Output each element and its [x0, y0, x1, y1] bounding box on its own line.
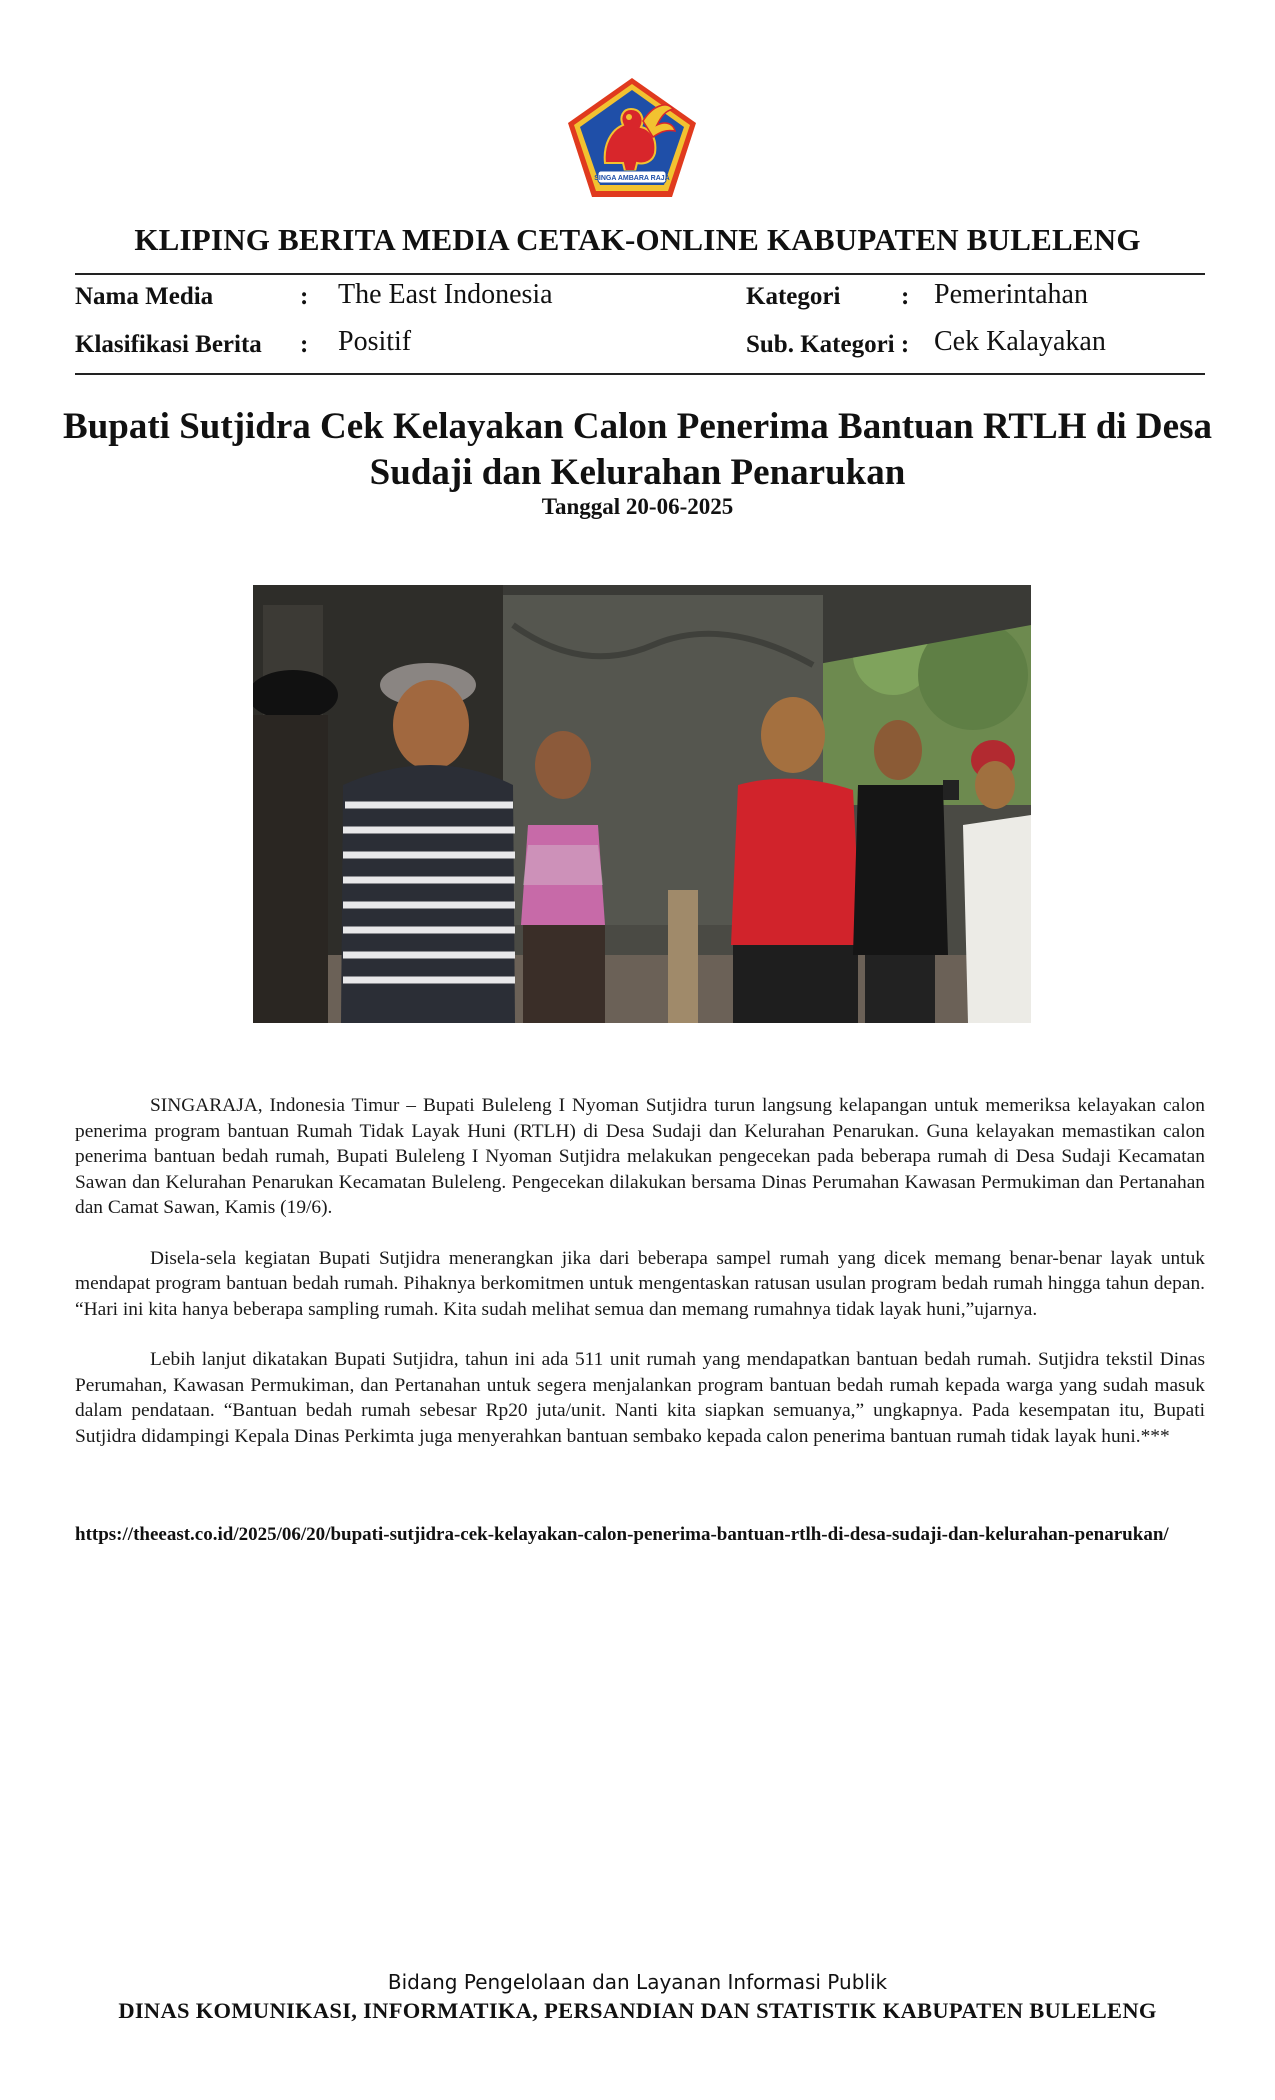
kategori-label: Kategori — [746, 283, 841, 310]
source-url-link[interactable]: https://theeast.co.id/2025/06/20/bupati-sutjidra-cek-kelayakan-calon-penerima-bantuan-rtlh-di-desa-sudaji-dan-kelurahan-penarukan/ — [75, 1524, 1169, 1545]
article-headline: Bupati Sutjidra Cek Kelayakan Calon Penerima Bantuan RTLH di Desa Sudaji dan Kelurahan Penarukan — [63, 406, 1212, 493]
article-paragraph: Lebih lanjut dikatakan Bupati Sutjidra, tahun ini ada 511 unit rumah yang mendapatkan bantuan bedah rumah. Sutjidra tekstil Dinas Perumahan, Kawasan Permukiman, dan Pertanahan untuk segera menjalankan program bantuan bedah rumah kepada warga yang sudah masuk dalam pendataan. “Bantuan bedah rumah sebesar Rp20 juta/unit. Nanti kita siapkan semuanya,” ungkapnya. Pada kesempatan itu, Bupati Sutjidra didampingi Kepala Dinas Perkimta juga menyerahkan bantuan sembako kepada calon penerima bantuan rumah tidak layak huni.*** — [75, 1349, 1205, 1447]
svg-text:SINGA AMBARA RAJA: SINGA AMBARA RAJA — [594, 175, 670, 182]
klasifikasi-colon: : — [300, 331, 309, 358]
sub-kategori-label: Sub. Kategori : — [746, 331, 910, 358]
nama-media-colon: : — [300, 283, 309, 310]
footer-department: Bidang Pengelolaan dan Layanan Informasi Publik — [387, 1970, 888, 1994]
document-title: KLIPING BERITA MEDIA CETAK-ONLINE KABUPATEN BULELENG — [134, 222, 1141, 257]
header-rule-top — [75, 273, 1205, 275]
article-photo — [253, 585, 1031, 1023]
header-rule-bottom — [75, 373, 1205, 375]
footer-agency: DINAS KOMUNIKASI, INFORMATIKA, PERSANDIAN DAN STATISTIK KABUPATEN BULELENG — [118, 1998, 1157, 2023]
nama-media-label: Nama Media — [75, 283, 214, 310]
sub-kategori-value: Cek Kalayakan — [934, 326, 1106, 357]
kategori-colon: : — [901, 283, 910, 310]
article-date: Tanggal 20-06-2025 — [541, 494, 734, 519]
klasifikasi-label: Klasifikasi Berita — [75, 331, 262, 358]
article-paragraph: Disela-sela kegiatan Bupati Sutjidra menerangkan jika dari beberapa sampel rumah yang dicek memang benar-benar layak untuk mendapat program bantuan bedah rumah. Pihaknya berkomitmen untuk mengentaskan ratusan usulan program bedah rumah hingga tahun depan. “Hari ini kita hanya beberapa sampling rumah. Kita sudah melihat semua dan memang rumahnya tidak layak huni,”ujarnya. — [75, 1247, 1205, 1320]
klasifikasi-value: Positif — [338, 326, 412, 357]
kategori-value: Pemerintahan — [934, 279, 1088, 310]
article-body — [75, 1093, 1205, 1474]
nama-media-value: The East Indonesia — [338, 279, 553, 310]
singa-ambara-raja-emblem-icon — [565, 75, 699, 200]
article-paragraph: SINGARAJA, Indonesia Timur – Bupati Buleleng I Nyoman Sutjidra turun langsung kelapangan untuk memeriksa kelayakan calon penerima program bantuan Rumah Tidak Layak Huni (RTLH) di Desa Sudaji dan Kelurahan Penarukan. Guna kelayakan memastikan calon penerima bantuan bedah rumah, Bupati Buleleng I Nyoman Sutjidra melakukan pengecekan pada beberapa rumah di Desa Sudaji Kecamatan Sawan dan Kelurahan Penarukan Kecamatan Buleleng. Pengecekan dilakukan bersama Dinas Perumahan Kawasan Permukiman dan Pertanahan dan Camat Sawan, Kamis (19/6). — [75, 1095, 1205, 1218]
